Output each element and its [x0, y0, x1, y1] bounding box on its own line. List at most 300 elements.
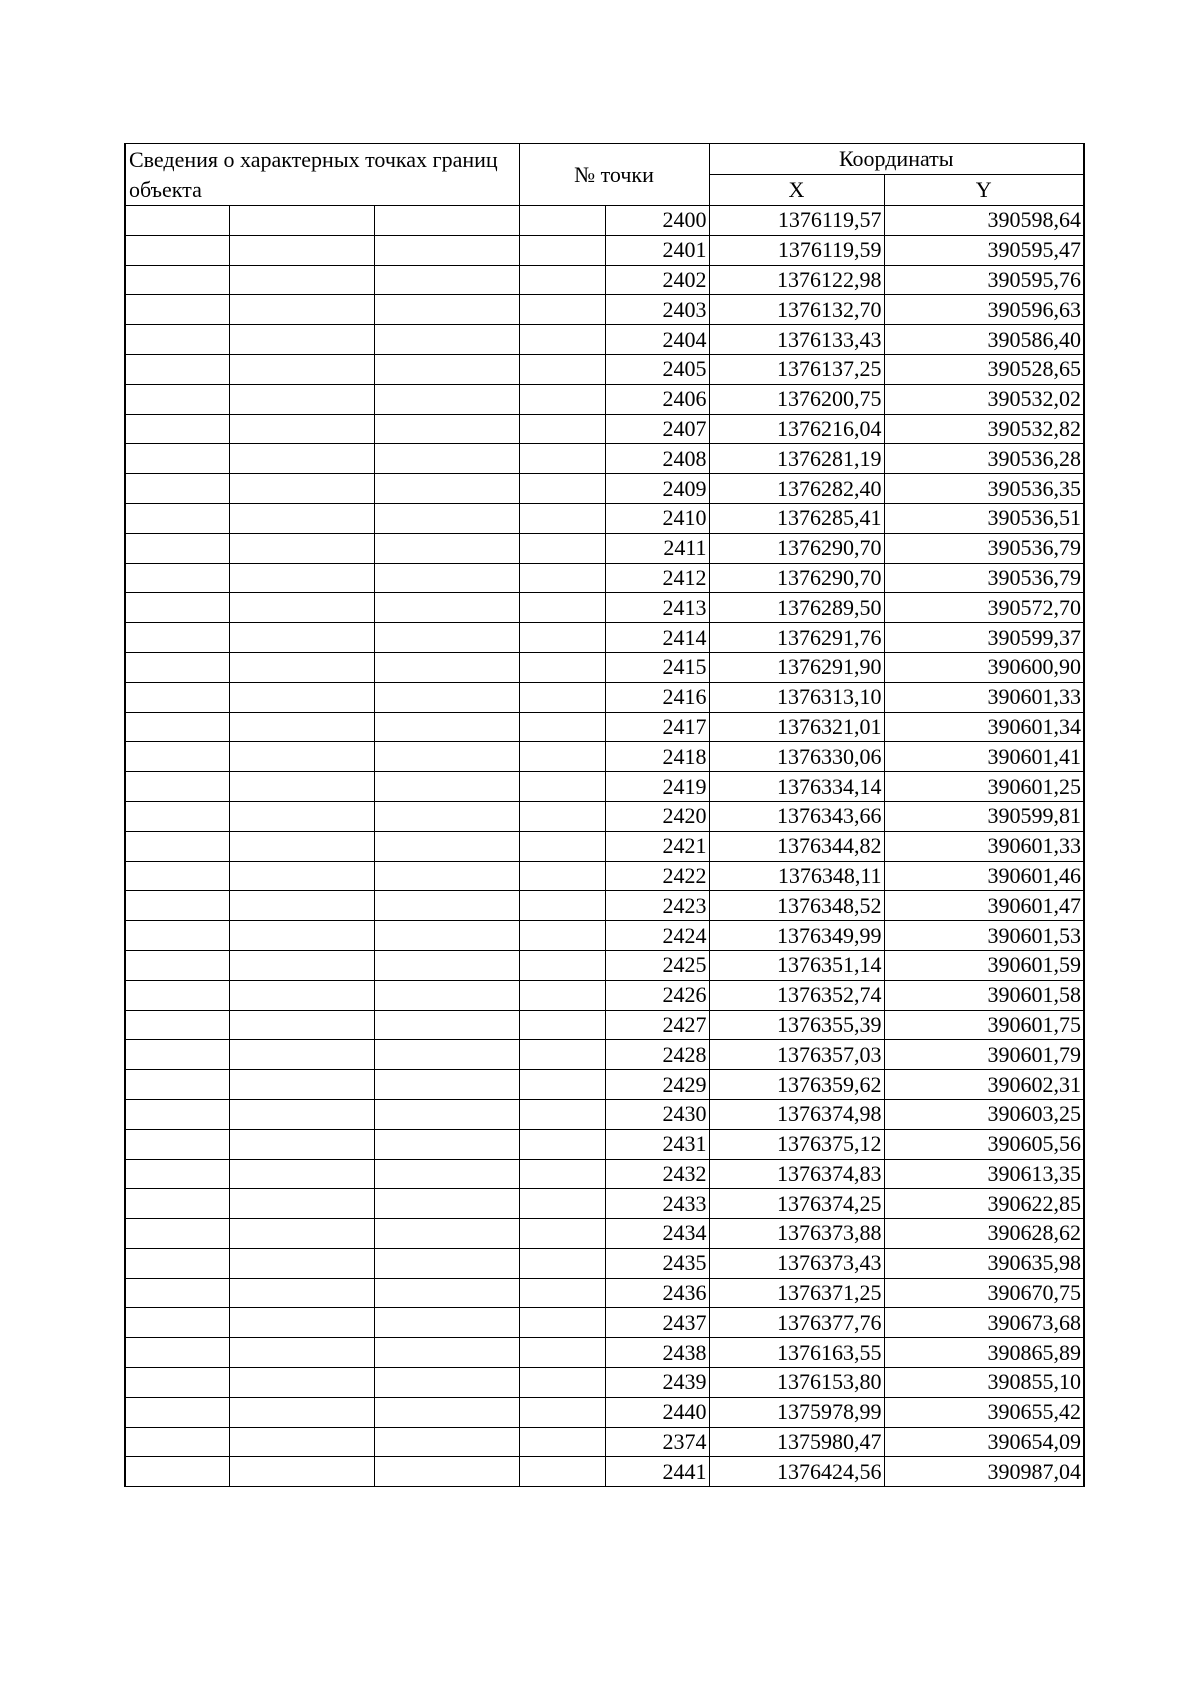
table-row: [125, 474, 1084, 504]
empty-cell-4: [519, 1457, 605, 1487]
empty-cell-2: [229, 474, 374, 504]
point-number-cell: 2434: [605, 1219, 709, 1249]
empty-cell-3: [374, 563, 519, 593]
empty-cell-2: [229, 444, 374, 474]
empty-cell-1: [125, 474, 229, 504]
empty-cell-2: [229, 980, 374, 1010]
x-coordinate-cell: 1376137,25: [709, 354, 884, 384]
table-row: [125, 295, 1084, 325]
table-row: [125, 593, 1084, 623]
empty-cell-2: [229, 593, 374, 623]
table-row: [125, 384, 1084, 414]
empty-cell-4: [519, 1278, 605, 1308]
point-number-cell: 2414: [605, 623, 709, 653]
empty-cell-4: [519, 265, 605, 295]
x-coordinate-cell: 1376374,83: [709, 1159, 884, 1189]
empty-cell-2: [229, 354, 374, 384]
empty-cell-4: [519, 772, 605, 802]
empty-cell-3: [374, 1457, 519, 1487]
y-coordinate-cell: 390532,82: [884, 414, 1084, 444]
x-coordinate-cell: 1376334,14: [709, 772, 884, 802]
empty-cell-4: [519, 921, 605, 951]
empty-cell-3: [374, 1427, 519, 1457]
empty-cell-2: [229, 1278, 374, 1308]
point-number-cell: 2413: [605, 593, 709, 623]
y-coordinate-cell: 390601,59: [884, 950, 1084, 980]
empty-cell-2: [229, 1397, 374, 1427]
y-coordinate-cell: 390628,62: [884, 1219, 1084, 1249]
y-coordinate-cell: 390586,40: [884, 325, 1084, 355]
x-coordinate-cell: 1376200,75: [709, 384, 884, 414]
table-row: [125, 1010, 1084, 1040]
header-y: Y: [884, 175, 1084, 206]
empty-cell-1: [125, 533, 229, 563]
empty-cell-2: [229, 1457, 374, 1487]
point-number-cell: 2425: [605, 950, 709, 980]
table-row: [125, 742, 1084, 772]
table-row: [125, 265, 1084, 295]
empty-cell-1: [125, 1427, 229, 1457]
point-number-cell: 2428: [605, 1040, 709, 1070]
point-number-cell: 2411: [605, 533, 709, 563]
point-number-cell: 2423: [605, 891, 709, 921]
point-number-cell: 2416: [605, 682, 709, 712]
x-coordinate-cell: 1376424,56: [709, 1457, 884, 1487]
point-number-cell: 2409: [605, 474, 709, 504]
table-row: [125, 891, 1084, 921]
empty-cell-3: [374, 1219, 519, 1249]
y-coordinate-cell: 390599,37: [884, 623, 1084, 653]
y-coordinate-cell: 390601,34: [884, 712, 1084, 742]
empty-cell-2: [229, 265, 374, 295]
point-number-cell: 2421: [605, 831, 709, 861]
empty-cell-1: [125, 1219, 229, 1249]
point-number-cell: 2419: [605, 772, 709, 802]
table-row: [125, 712, 1084, 742]
y-coordinate-cell: 390601,53: [884, 921, 1084, 951]
table-row: [125, 1219, 1084, 1249]
x-coordinate-cell: 1376352,74: [709, 980, 884, 1010]
empty-cell-4: [519, 1248, 605, 1278]
empty-cell-3: [374, 831, 519, 861]
point-number-cell: 2374: [605, 1427, 709, 1457]
point-number-cell: 2410: [605, 503, 709, 533]
point-number-cell: 2438: [605, 1338, 709, 1368]
empty-cell-1: [125, 1248, 229, 1278]
point-number-cell: 2401: [605, 235, 709, 265]
empty-cell-3: [374, 474, 519, 504]
empty-cell-4: [519, 533, 605, 563]
x-coordinate-cell: 1376282,40: [709, 474, 884, 504]
header-row-1: [125, 144, 1084, 175]
y-coordinate-cell: 390605,56: [884, 1129, 1084, 1159]
empty-cell-4: [519, 891, 605, 921]
empty-cell-3: [374, 891, 519, 921]
table-row: [125, 563, 1084, 593]
empty-cell-3: [374, 503, 519, 533]
empty-cell-1: [125, 206, 229, 236]
x-coordinate-cell: 1376119,59: [709, 235, 884, 265]
y-coordinate-cell: 390601,46: [884, 861, 1084, 891]
empty-cell-1: [125, 414, 229, 444]
empty-cell-4: [519, 950, 605, 980]
y-coordinate-cell: 390601,79: [884, 1040, 1084, 1070]
empty-cell-1: [125, 265, 229, 295]
point-number-cell: 2417: [605, 712, 709, 742]
empty-cell-1: [125, 682, 229, 712]
empty-cell-4: [519, 1189, 605, 1219]
empty-cell-1: [125, 1368, 229, 1398]
empty-cell-1: [125, 1308, 229, 1338]
x-coordinate-cell: 1376321,01: [709, 712, 884, 742]
empty-cell-4: [519, 861, 605, 891]
y-coordinate-cell: 390596,63: [884, 295, 1084, 325]
x-coordinate-cell: 1376285,41: [709, 503, 884, 533]
empty-cell-2: [229, 563, 374, 593]
y-coordinate-cell: 390601,75: [884, 1010, 1084, 1040]
header-x: X: [709, 175, 884, 206]
empty-cell-3: [374, 295, 519, 325]
empty-cell-1: [125, 950, 229, 980]
empty-cell-4: [519, 503, 605, 533]
x-coordinate-cell: 1376122,98: [709, 265, 884, 295]
x-coordinate-cell: 1376374,25: [709, 1189, 884, 1219]
x-coordinate-cell: 1376348,11: [709, 861, 884, 891]
point-number-cell: 2415: [605, 652, 709, 682]
empty-cell-2: [229, 623, 374, 653]
empty-cell-1: [125, 1397, 229, 1427]
empty-cell-3: [374, 1338, 519, 1368]
empty-cell-4: [519, 1368, 605, 1398]
point-number-cell: 2437: [605, 1308, 709, 1338]
empty-cell-1: [125, 623, 229, 653]
table-row: [125, 921, 1084, 951]
empty-cell-4: [519, 712, 605, 742]
empty-cell-4: [519, 1099, 605, 1129]
empty-cell-1: [125, 235, 229, 265]
y-coordinate-cell: 390603,25: [884, 1099, 1084, 1129]
x-coordinate-cell: 1376281,19: [709, 444, 884, 474]
y-coordinate-cell: 390602,31: [884, 1070, 1084, 1100]
x-coordinate-cell: 1376216,04: [709, 414, 884, 444]
empty-cell-2: [229, 1010, 374, 1040]
empty-cell-3: [374, 1129, 519, 1159]
x-coordinate-cell: 1376373,88: [709, 1219, 884, 1249]
empty-cell-2: [229, 1427, 374, 1457]
y-coordinate-cell: 390536,51: [884, 503, 1084, 533]
table-row: [125, 623, 1084, 653]
x-coordinate-cell: 1376344,82: [709, 831, 884, 861]
y-coordinate-cell: 390635,98: [884, 1248, 1084, 1278]
table-row: [125, 1040, 1084, 1070]
empty-cell-4: [519, 1129, 605, 1159]
x-coordinate-cell: 1375980,47: [709, 1427, 884, 1457]
y-coordinate-cell: 390601,41: [884, 742, 1084, 772]
empty-cell-1: [125, 1338, 229, 1368]
point-number-cell: 2435: [605, 1248, 709, 1278]
empty-cell-2: [229, 1129, 374, 1159]
empty-cell-4: [519, 1397, 605, 1427]
table-row: [125, 1457, 1084, 1487]
empty-cell-2: [229, 1368, 374, 1398]
x-coordinate-cell: 1376133,43: [709, 325, 884, 355]
x-coordinate-cell: 1376119,57: [709, 206, 884, 236]
empty-cell-3: [374, 1308, 519, 1338]
y-coordinate-cell: 390601,58: [884, 980, 1084, 1010]
empty-cell-3: [374, 206, 519, 236]
empty-cell-3: [374, 384, 519, 414]
table-row: [125, 325, 1084, 355]
empty-cell-3: [374, 861, 519, 891]
empty-cell-4: [519, 1308, 605, 1338]
empty-cell-2: [229, 1070, 374, 1100]
empty-cell-3: [374, 1397, 519, 1427]
empty-cell-4: [519, 980, 605, 1010]
table-row: [125, 1427, 1084, 1457]
table-row: [125, 1070, 1084, 1100]
empty-cell-3: [374, 444, 519, 474]
y-coordinate-cell: 390655,42: [884, 1397, 1084, 1427]
y-coordinate-cell: 390601,25: [884, 772, 1084, 802]
empty-cell-3: [374, 1040, 519, 1070]
y-coordinate-cell: 390987,04: [884, 1457, 1084, 1487]
table-row: [125, 1368, 1084, 1398]
empty-cell-4: [519, 1427, 605, 1457]
empty-cell-4: [519, 1219, 605, 1249]
empty-cell-1: [125, 921, 229, 951]
empty-cell-3: [374, 950, 519, 980]
point-number-cell: 2440: [605, 1397, 709, 1427]
empty-cell-1: [125, 712, 229, 742]
table-row: [125, 206, 1084, 236]
y-coordinate-cell: 390536,79: [884, 563, 1084, 593]
empty-cell-3: [374, 1099, 519, 1129]
empty-cell-3: [374, 682, 519, 712]
empty-cell-3: [374, 652, 519, 682]
x-coordinate-cell: 1376313,10: [709, 682, 884, 712]
empty-cell-2: [229, 295, 374, 325]
empty-cell-2: [229, 1308, 374, 1338]
empty-cell-2: [229, 1040, 374, 1070]
empty-cell-2: [229, 1099, 374, 1129]
empty-cell-4: [519, 414, 605, 444]
empty-cell-3: [374, 772, 519, 802]
empty-cell-4: [519, 563, 605, 593]
empty-cell-1: [125, 354, 229, 384]
empty-cell-4: [519, 742, 605, 772]
empty-cell-3: [374, 623, 519, 653]
x-coordinate-cell: 1376290,70: [709, 533, 884, 563]
y-coordinate-cell: 390670,75: [884, 1278, 1084, 1308]
empty-cell-2: [229, 712, 374, 742]
empty-cell-1: [125, 503, 229, 533]
point-number-cell: 2407: [605, 414, 709, 444]
empty-cell-2: [229, 1248, 374, 1278]
empty-cell-3: [374, 1159, 519, 1189]
point-number-cell: 2400: [605, 206, 709, 236]
empty-cell-3: [374, 1010, 519, 1040]
y-coordinate-cell: 390536,28: [884, 444, 1084, 474]
empty-cell-4: [519, 295, 605, 325]
y-coordinate-cell: 390601,47: [884, 891, 1084, 921]
y-coordinate-cell: 390865,89: [884, 1338, 1084, 1368]
x-coordinate-cell: 1376359,62: [709, 1070, 884, 1100]
empty-cell-1: [125, 801, 229, 831]
empty-cell-1: [125, 1129, 229, 1159]
empty-cell-3: [374, 235, 519, 265]
y-coordinate-cell: 390572,70: [884, 593, 1084, 623]
point-number-cell: 2431: [605, 1129, 709, 1159]
empty-cell-4: [519, 444, 605, 474]
table-row: [125, 980, 1084, 1010]
table-row: [125, 652, 1084, 682]
empty-cell-2: [229, 414, 374, 444]
empty-cell-2: [229, 772, 374, 802]
table-row: [125, 414, 1084, 444]
table-row: [125, 235, 1084, 265]
empty-cell-1: [125, 295, 229, 325]
empty-cell-1: [125, 772, 229, 802]
empty-cell-3: [374, 980, 519, 1010]
y-coordinate-cell: 390528,65: [884, 354, 1084, 384]
point-number-cell: 2404: [605, 325, 709, 355]
point-number-cell: 2432: [605, 1159, 709, 1189]
table-row: [125, 950, 1084, 980]
x-coordinate-cell: 1376375,12: [709, 1129, 884, 1159]
x-coordinate-cell: 1376291,90: [709, 652, 884, 682]
empty-cell-2: [229, 891, 374, 921]
empty-cell-3: [374, 533, 519, 563]
empty-cell-1: [125, 1159, 229, 1189]
x-coordinate-cell: 1376373,43: [709, 1248, 884, 1278]
x-coordinate-cell: 1376153,80: [709, 1368, 884, 1398]
empty-cell-4: [519, 1040, 605, 1070]
x-coordinate-cell: 1376343,66: [709, 801, 884, 831]
point-number-cell: 2406: [605, 384, 709, 414]
empty-cell-3: [374, 593, 519, 623]
y-coordinate-cell: 390595,76: [884, 265, 1084, 295]
empty-cell-2: [229, 801, 374, 831]
x-coordinate-cell: 1376348,52: [709, 891, 884, 921]
empty-cell-1: [125, 831, 229, 861]
table-row: [125, 1129, 1084, 1159]
empty-cell-1: [125, 444, 229, 474]
point-number-cell: 2403: [605, 295, 709, 325]
empty-cell-1: [125, 1070, 229, 1100]
empty-cell-2: [229, 503, 374, 533]
empty-cell-3: [374, 1248, 519, 1278]
header-coordinates: Координаты: [709, 144, 1084, 175]
empty-cell-2: [229, 384, 374, 414]
empty-cell-3: [374, 1278, 519, 1308]
empty-cell-2: [229, 1219, 374, 1249]
point-number-cell: 2439: [605, 1368, 709, 1398]
coordinates-table: [124, 143, 1085, 1487]
empty-cell-3: [374, 325, 519, 355]
table-row: [125, 682, 1084, 712]
empty-cell-4: [519, 325, 605, 355]
point-number-cell: 2422: [605, 861, 709, 891]
x-coordinate-cell: 1376355,39: [709, 1010, 884, 1040]
empty-cell-1: [125, 1457, 229, 1487]
point-number-cell: 2408: [605, 444, 709, 474]
empty-cell-2: [229, 1159, 374, 1189]
empty-cell-2: [229, 950, 374, 980]
header-point-number: № точки: [519, 144, 709, 206]
empty-cell-4: [519, 1070, 605, 1100]
empty-cell-1: [125, 1278, 229, 1308]
table-row: [125, 861, 1084, 891]
y-coordinate-cell: 390601,33: [884, 831, 1084, 861]
y-coordinate-cell: 390598,64: [884, 206, 1084, 236]
empty-cell-4: [519, 682, 605, 712]
empty-cell-1: [125, 563, 229, 593]
point-number-cell: 2402: [605, 265, 709, 295]
empty-cell-1: [125, 652, 229, 682]
x-coordinate-cell: 1376290,70: [709, 563, 884, 593]
empty-cell-2: [229, 652, 374, 682]
empty-cell-3: [374, 414, 519, 444]
table-row: [125, 1159, 1084, 1189]
empty-cell-4: [519, 1159, 605, 1189]
empty-cell-3: [374, 1368, 519, 1398]
point-number-cell: 2412: [605, 563, 709, 593]
table-row: [125, 1338, 1084, 1368]
x-coordinate-cell: 1376291,76: [709, 623, 884, 653]
empty-cell-1: [125, 1099, 229, 1129]
empty-cell-4: [519, 1338, 605, 1368]
empty-cell-4: [519, 831, 605, 861]
point-number-cell: 2441: [605, 1457, 709, 1487]
table-row: [125, 801, 1084, 831]
empty-cell-1: [125, 861, 229, 891]
empty-cell-3: [374, 265, 519, 295]
empty-cell-2: [229, 533, 374, 563]
x-coordinate-cell: 1376349,99: [709, 921, 884, 951]
table-row: [125, 1278, 1084, 1308]
x-coordinate-cell: 1376374,98: [709, 1099, 884, 1129]
table-row: [125, 1308, 1084, 1338]
empty-cell-1: [125, 325, 229, 355]
point-number-cell: 2426: [605, 980, 709, 1010]
x-coordinate-cell: 1376357,03: [709, 1040, 884, 1070]
empty-cell-1: [125, 384, 229, 414]
table-row: [125, 444, 1084, 474]
empty-cell-4: [519, 235, 605, 265]
x-coordinate-cell: 1376132,70: [709, 295, 884, 325]
empty-cell-2: [229, 325, 374, 355]
empty-cell-4: [519, 593, 605, 623]
empty-cell-3: [374, 801, 519, 831]
y-coordinate-cell: 390599,81: [884, 801, 1084, 831]
table-row: [125, 533, 1084, 563]
table-row: [125, 1248, 1084, 1278]
empty-cell-1: [125, 891, 229, 921]
empty-cell-4: [519, 206, 605, 236]
y-coordinate-cell: 390622,85: [884, 1189, 1084, 1219]
table-row: [125, 1397, 1084, 1427]
empty-cell-4: [519, 384, 605, 414]
point-number-cell: 2405: [605, 354, 709, 384]
y-coordinate-cell: 390654,09: [884, 1427, 1084, 1457]
y-coordinate-cell: 390536,35: [884, 474, 1084, 504]
empty-cell-4: [519, 354, 605, 384]
x-coordinate-cell: 1376377,76: [709, 1308, 884, 1338]
y-coordinate-cell: 390600,90: [884, 652, 1084, 682]
empty-cell-2: [229, 742, 374, 772]
empty-cell-4: [519, 801, 605, 831]
x-coordinate-cell: 1376163,55: [709, 1338, 884, 1368]
